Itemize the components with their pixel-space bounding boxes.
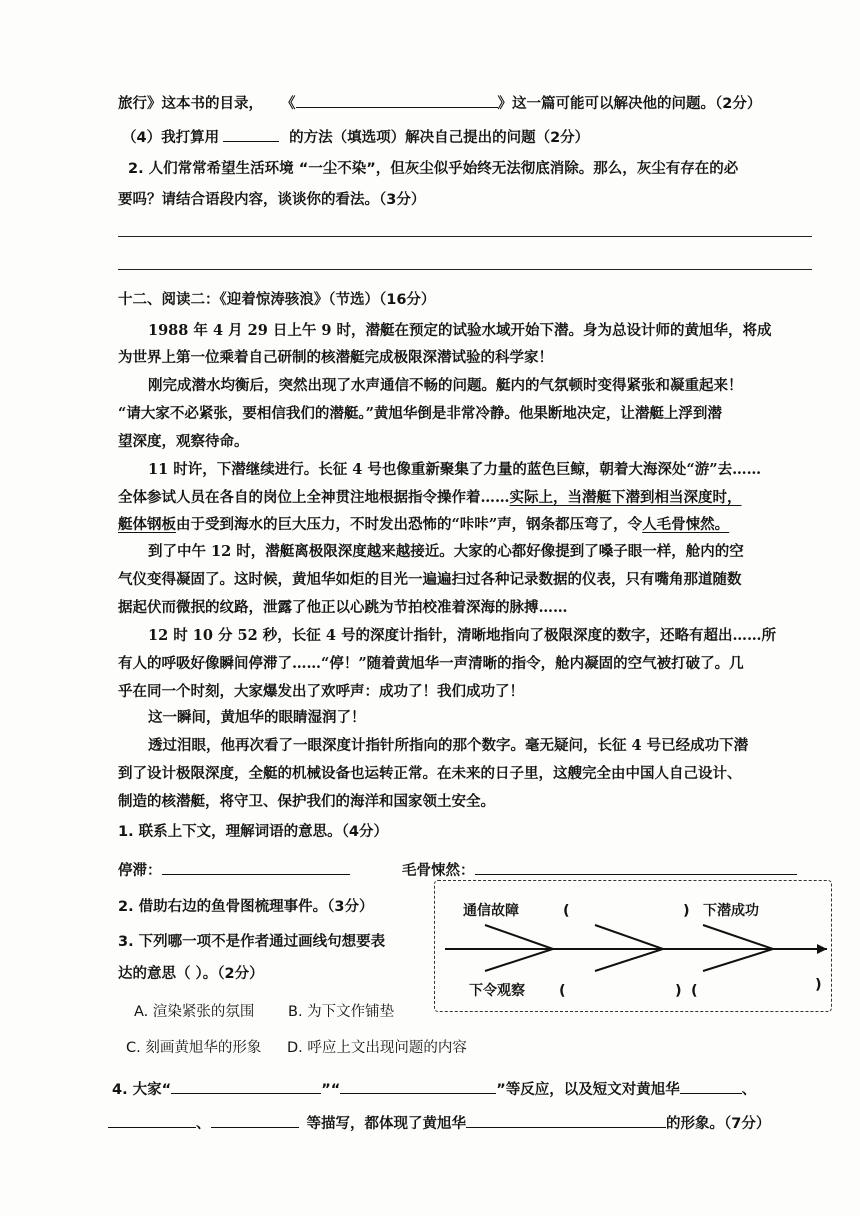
fishbone-label-comm-fault: 通信故障: [463, 903, 519, 919]
q4-line1: 4. 大家“ ”“ ”等反应，以及短文对黄旭华 、: [112, 1078, 756, 1100]
spine-arrowhead: [817, 944, 827, 954]
answer-line-2[interactable]: [118, 269, 812, 270]
q-line-directory: 旅行》这本书的目录， 《 》这一篇可能可以解决他的问题。（2分）: [118, 92, 761, 114]
passage-p3-l3: 艇体钢板由于受到海水的巨大压力，不时发出恐怖的“咔咔”声，钢条都压弯了，令人毛骨悚然。: [118, 516, 730, 533]
underlined-sentence-part1: 实际上，当潜艇下潜到相当深度时，: [509, 489, 742, 506]
q4-line2: 、 等描写，都体现了黄旭华 的形象。（7分）: [108, 1112, 770, 1134]
q3-title-l1: 3. 下列哪一项不是作者通过画线句想要表: [118, 934, 386, 950]
fishbone-top-paren-close: ): [683, 903, 690, 919]
fishbone-bottom-paren2-open: (: [691, 983, 698, 999]
passage-p5-l3: 乎在同一个时刻，大家爆发出了欢呼声：成功了！我们成功了！: [118, 683, 524, 700]
passage-p4-l3: 据起伏而微抿的纹路，泄露了他正以心跳为节拍校准着深海的脉搏……: [118, 599, 568, 616]
passage-p2-l1: 刚完成潜水均衡后，突然出现了水声通信不畅的问题。艇内的气氛顿时变得紧张和凝重起来！: [148, 377, 743, 394]
answer-blank-method[interactable]: [223, 126, 279, 142]
answer-blank-reaction2[interactable]: [340, 1078, 496, 1094]
answer-blank-tingzhi[interactable]: [162, 859, 350, 875]
answer-blank-image[interactable]: [466, 1112, 666, 1128]
q3-option-c[interactable]: C. 刻画黄旭华的形象: [126, 1040, 262, 1056]
underlined-sentence-part3: 人毛骨悚然。: [642, 516, 730, 533]
passage-p7-l2: 到了设计极限深度，全艇的机械设备也运转正常。在未来的日子里，这艘完全由中国人自己设计、: [118, 765, 742, 782]
q3-title-l2: 达的意思（ ）。（2分）: [118, 966, 264, 982]
answer-blank-desc1[interactable]: [680, 1078, 742, 1094]
passage-p4-l2: 气仪变得凝固了。这时候，黄旭华如炬的目光一遍遍扫过各种记录数据的仪表，只有嘴角那道随数: [118, 571, 742, 588]
passage-p3-l2: 全体参试人员在各自的岗位上全神贯注地根据指令操作着……实际上，当潜艇下潜到相当深度时，: [118, 489, 742, 506]
answer-blank-reaction1[interactable]: [171, 1078, 321, 1094]
fishbone-top-paren-open: (: [563, 903, 570, 919]
q2-dust-line2: 要吗？请结合语段内容，谈谈你的看法。（3分）: [118, 192, 426, 208]
passage-p2-l3: 望深度，观察待命。: [118, 433, 249, 450]
passage-p1-l1: 1988 年 4 月 29 日上午 9 时，潜艇在预定的试验水域开始下潜。身为总设计师的黄旭华，将成: [148, 322, 772, 339]
answer-line-1[interactable]: [118, 236, 812, 237]
q2-fishbone-title: 2. 借助右边的鱼骨图梳理事件。（3分）: [118, 899, 374, 915]
answer-blank-desc3[interactable]: [211, 1112, 299, 1128]
q1-word1-line: 停滞：: [118, 859, 350, 881]
passage-p7-l1: 透过泪眼，他再次看了一眼深度计指针所指向的那个数字。毫无疑问，长征 4 号已经成功下潜: [148, 737, 749, 754]
passage-p5-l2: 有人的呼吸好像瞬间停滞了……“停！”随着黄旭华一声清晰的指令，舱内凝固的空气被打破了。几: [118, 655, 744, 672]
fishbone-label-observe: 下令观察: [469, 983, 525, 999]
fishbone-bottom-paren1-close: ): [675, 983, 682, 999]
underlined-sentence-part2: 艇体钢板: [118, 516, 176, 533]
passage-p5-l1: 12 时 10 分 52 秒，长征 4 号的深度计指针，清晰地指向了极限深度的数字，还略有超出……所: [148, 627, 776, 644]
passage-p3-l1: 11 时许，下潜继续进行。长征 4 号也像重新聚集了力量的蓝色巨鲸，朝着大海深处“游”去……: [148, 461, 762, 478]
section-title: 十二、阅读二：《迎着惊涛骇浪》（节选）（16分）: [118, 292, 436, 308]
passage-p4-l1: 到了中午 12 时，潜艇离极限深度越来越接近。大家的心都好像提到了嗓子眼一样，舱内的空: [148, 543, 744, 560]
fishbone-bottom-paren2-close: ): [815, 977, 822, 993]
answer-blank-maogusongran[interactable]: [475, 859, 797, 875]
q3-option-d[interactable]: D. 呼应上文出现问题的内容: [287, 1040, 467, 1056]
passage-p1-l2: 为世界上第一位乘着自己研制的核潜艇完成极限深潜试验的科学家！: [118, 349, 553, 366]
answer-blank-desc2[interactable]: [108, 1112, 196, 1128]
passage-p2-l2: “请大家不必紧张，要相信我们的潜艇。”黄旭华倒是非常冷静。他果断地决定，让潜艇上浮到潜: [118, 405, 722, 422]
q3-option-b[interactable]: B. 为下文作铺垫: [288, 1004, 395, 1020]
fishbone-bottom-paren1-open: (: [559, 983, 566, 999]
q2-dust-line1: 2. 人们常常希望生活环境 “一尘不染”，但灰尘似乎始终无法彻底消除。那么，灰尘有存在的必: [128, 161, 739, 177]
q1-title: 1. 联系上下文，理解词语的意思。（4分）: [118, 824, 388, 840]
fishbone-label-dive-success: 下潜成功: [703, 903, 759, 919]
fishbone-diagram: [434, 880, 832, 1012]
answer-blank-chapter[interactable]: [296, 92, 498, 108]
passage-p7-l3: 制造的核潜艇，将守卫、保护我们的海洋和国家领土安全。: [118, 793, 495, 810]
q4-method-line: （4）我打算用 的方法（填选项）解决自己提出的问题（2分）: [122, 126, 589, 148]
q1-word2-line: 毛骨悚然：: [402, 859, 797, 881]
q3-option-a[interactable]: A. 渲染紧张的氛围: [134, 1004, 255, 1020]
passage-p6-l1: 这一瞬间，黄旭华的眼睛湿润了！: [148, 709, 366, 726]
